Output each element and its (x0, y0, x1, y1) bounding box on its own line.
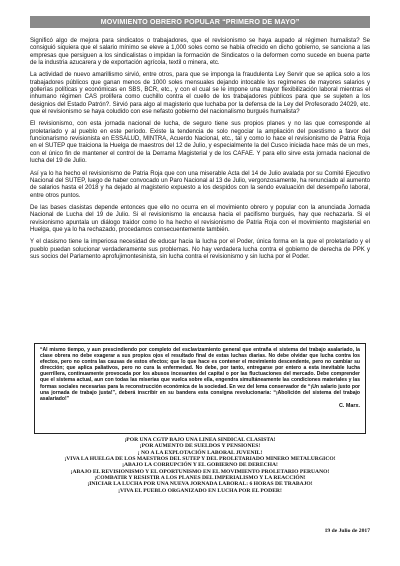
paragraph: Y el clasismo tiene la imperiosa necesidad de educar hacia la lucha por el Poder, única forma en la que el proletariado y el pueblo puedan solucionar verdaderamente sus problemas. No hay verdadera lucha contra el gobierno de derecha de PPK y sus socios del Parlamento aprofujimontesinista, sin lucha contra el revisionismo y sin lucha por el Poder. (30, 239, 370, 260)
paragraph: Así ya lo ha hecho el revisionismo de Patria Roja que con una miserable Acta del 14 de Julio avalada por su Comité Ejecutivo Nacional del SUTEP, luego de haber convocado un Paro Nacional al 13 de Julio, vergonzosamente, ha renunciado al aumento de salarios hasta el 2018 y ha dejado al magisterio expuesto a los despidos con la sendo evaluación del desempeño laboral, entre otros puntos. (30, 170, 370, 199)
slogan: ¡ABAJO LA CORRUPCIÓN Y EL GOBIERNO DE DERECHA! (122, 462, 278, 469)
slogan: ¡ABAJO EL REVISIONISMO Y EL OPORTUNISMO EN EL MOVIMIENTO PROLETARIO PERUANO! (70, 468, 330, 475)
slogan: ¡INICIAR LA LUCHA POR UNA NUEVA JORNADA LABORAL: 6 HORAS DE TRABAJO! (87, 481, 313, 488)
paragraph: La actividad de nuevo amarillismo sirvió, entre otros, para que se imponga la fraudulenta Ley Servir que se aplica solo a los trabajadores públicos que ganan menos de 1000 soles mensuales dejando intocable los regímenes de mayores salarios y gollerías políticas y económicas en SBS, BCR, etc., y con el cual se le impone una mayor flexibilización laboral mientras el inhumano régimen CAS prolifera como cuchillo contra el cuello de los trabajadores públicos para que se sujeten a los designios del Estado Patrón?. Sirvió para algo al magisterio que luchaba por la defensa de la Ley del Profesorado 24029, etc. que el revisionismo se haya coludido con ese nefasto gobierno del nacionalismo burgués humalista? (30, 72, 370, 116)
document-date: 19 de Julio de 2017 (324, 528, 370, 534)
body-text (30, 38, 370, 266)
slogan: ¡VIVA EL PUEBLO ORGANIZADO EN LUCHA POR EL PODER! (118, 487, 282, 494)
slogan: ¡POR UNA CGTP BAJO UNA LINEA SINDICAL CLASISTA! (124, 437, 276, 443)
quote-text: “Al mismo tiempo, y aun prescindiendo por completo del esclavizamiento general que entraña el sistema del trabajo asalariado, la clase obrera no debe exagerar a sus propios ojos el resultado final de estas luchas diarias. No debe olvidar que lucha contra los efectos, pero no contra las causas de estos efectos; que lo que hace es contener el movimiento descendente, pero no cambiar su dirección; que aplica paliativos, pero no cura la enfermedad. No debe, por tanto, entregarse por entero a esta inevitable lucha guerrillera, continuamente provocada por los abusos incesantes del capital o por las fluctuaciones del mercado. Debe comprender que el sistema actual, aun con todas las miserias que vuelca sobre ella, engendra simultáneamente las condiciones materiales y las formas sociales necesarias para la reconstrucción económica de la sociedad. En vez del lema conservador de “¡Un salario justo por una jornada de trabajo justa!”, deberá inscribir en su bandera esta consigna revolucionaria: “¡Abolición del sistema del trabajo asalariado!” (40, 347, 360, 402)
slogan: ¡COMBATIR Y RESISTIR A LOS PLANES DEL IMPERIALISMO Y LA REACCIÓN! (94, 475, 306, 482)
paragraph: De las bases clasistas depende entonces que ello no ocurra en el movimiento obrero y popular con la anunciada Jornada Nacional de Lucha del 19 de Julio. Si el revisionismo la encausa hacia el pacifismo burgués, hay que rechazarla. Si el revisionismo apuntala un diálogo traidor como lo ha hecho el revisionismo de Patria Roja con el movimiento magisterial en Huelga, que ya lo ha rechazado, procedamos consecuentemente también. (30, 204, 370, 233)
marx-quote-box (34, 343, 366, 434)
slogan: ¡POR AUMENTO DE SUELDOS Y PENSIONES! (139, 443, 261, 450)
paragraph: Significó algo de mejora para sindicatos o trabajadores, que el revisionismo se haya aupado al régimen humalista? Se consiguió siquiera que el salario mínimo se eleve a 1,000 soles como se había ofrecido en dicho gobierno, se sanciona a las empresas que persiguen a los sindicalistas o impidan la formación de Sindicatos o la deformen como sucede en buena parte de la industria azucarera y de exportación agrícola, textil o minera, etc. (30, 38, 370, 67)
paragraph: El revisionismo, con esta jornada nacional de lucha, de seguro tiene sus propios planes y no las que corresponde al proletariado y al pueblo en este período. Existe la tendencia de solo negociar la ampliación del puestismo a favor del funcionarismo revisionista en ESSALUD, MINTRA, Acuerdo Nacional, etc., tal y como lo hace el revisionismo de Patria Roja en el SUTEP que traiciona la Huelga de maestros del 12 de Julio, y especialmente la del Cusco iniciada hace más de un mes, con el único fin de mantener el control de la Derrama Magisterial y de los CAFAE. Y para ello sirve esta jornada nacional de lucha del 19 de Julio. (30, 121, 370, 165)
document-title: MOVIMIENTO OBRERO POPULAR “PRIMERO DE MAYO” (30, 16, 370, 28)
slogan-list (50, 437, 350, 494)
quote-author: C. Marx. (339, 402, 360, 409)
slogan: ¡ NO A LA EXPLOTACIÓN LABORAL JUVENIL! (137, 449, 263, 456)
slogan: ¡VIVA LA HUELGA DE LOS MAESTROS DEL SUTEP Y DEL PROLETARIADO MINERO METALURGICO! (64, 456, 336, 463)
